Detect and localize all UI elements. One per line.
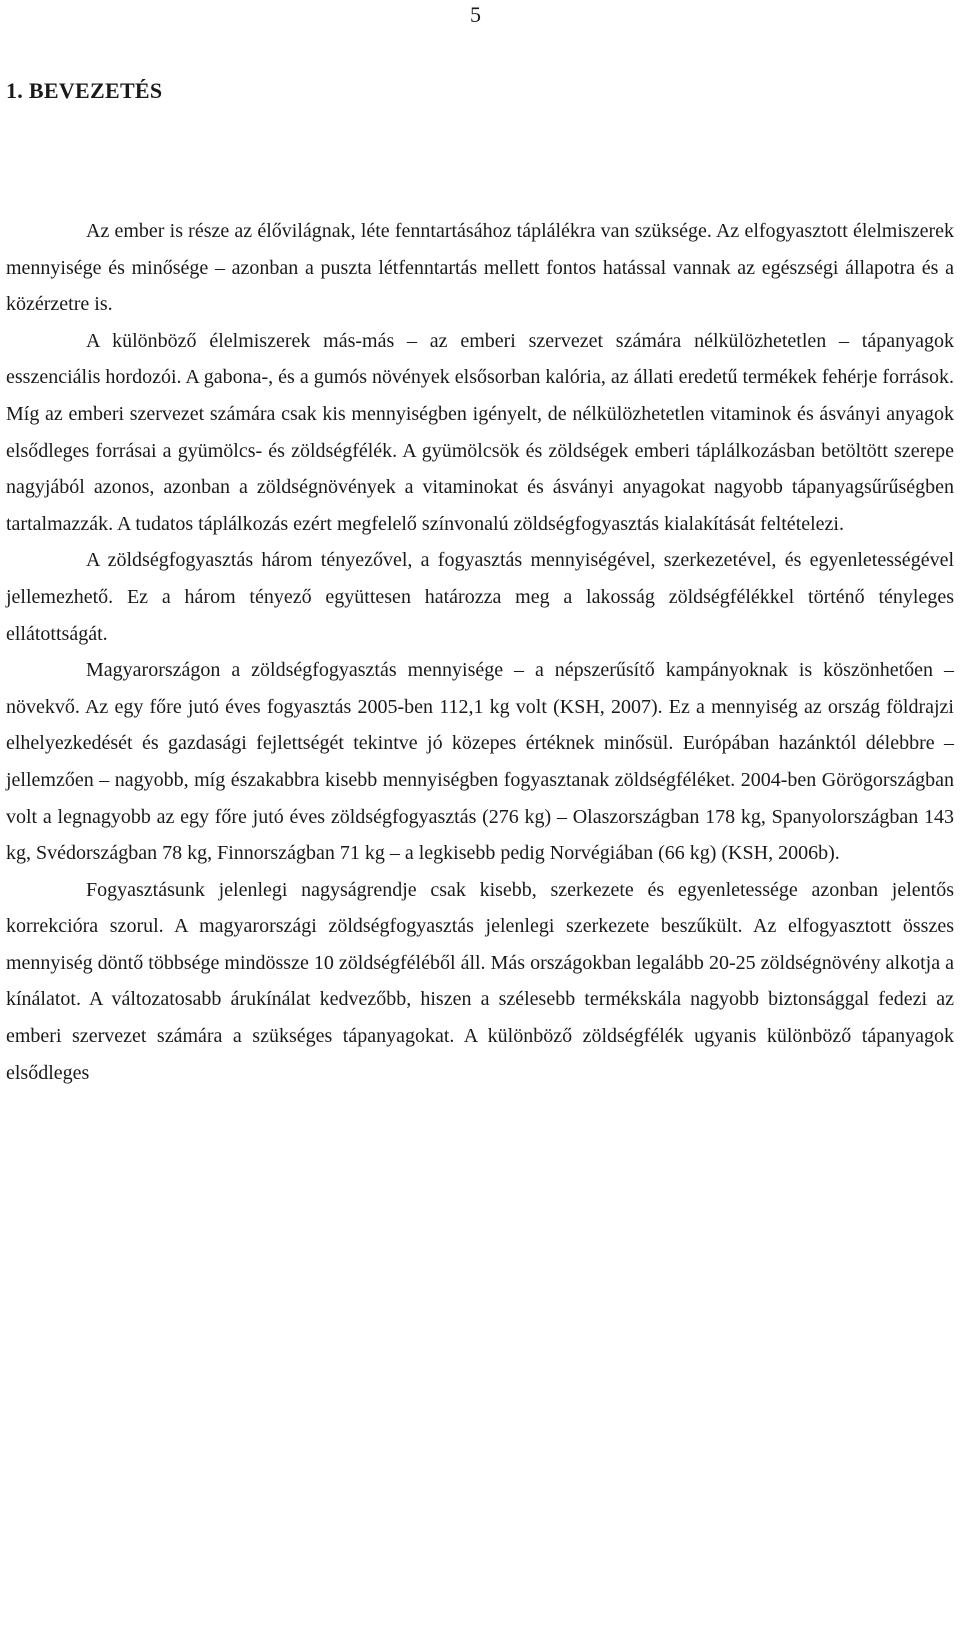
paragraph-hungary-consumption: Magyarországon a zöldségfogyasztás mennyisége – a népszerűsítő kampányoknak is köszönhetően – növekvő. Az egy főre jutó éves fogyasztás 2005-ben 112,1 kg volt (KSH, 2007). Ez a mennyiség az ország földrajzi elhelyezkedését és gazdasági fejlettségét tekintve jó közepes értéknek minősül. Európában hazánktól délebbre – jellemzően – nagyobb, míg északabbra kisebb mennyiségben fogyasztanak zöldségféléket. 2004-ben Görögországban volt a legnagyobb az egy főre jutó éves zöldségfogyasztás (276 kg) – Olaszországban 178 kg, Spanyolországban 143 kg, Svédországban 78 kg, Finnországban 71 kg – a legkisebb pedig Norvégiában (66 kg) (KSH, 2006b).	[6, 659, 954, 865]
paragraph-intro: Az ember is része az élővilágnak, léte fenntartásához táplálékra van szüksége. Az elfogyasztott élelmiszerek mennyisége és minősége – azonban a puszta létfenntartás mellett fontos hatással vannak az egészségi állapotra és a közérzetre is.	[6, 220, 954, 316]
paragraph-consumption-structure: Fogyasztásunk jelenlegi nagyságrendje csak kisebb, szerkezete és egyenletessége azonban jelentős korrekcióra szorul. A magyarországi zöldségfogyasztás jelenlegi szerkezete beszűkült. Az elfogyasztott összes mennyiség döntő többsége mindössze 10 zöldségféléből áll. Más országokban legalább 20-25 zöldségnövény alkotja a kínálatot. A változatosabb árukínálat kedvezőbb, hiszen a szélesebb termékskála nagyobb biztonsággal fedezi az emberi szervezet számára a szükséges tápanyagokat. A különböző zöldségfélék ugyanis különböző tápanyagok elsődleges	[6, 878, 954, 1084]
chapter-heading: 1. BEVEZETÉS	[6, 78, 163, 103]
page-number: 5	[470, 2, 481, 27]
paragraph-consumption-factors: A zöldségfogyasztás három tényezővel, a fogyasztás mennyiségével, szerkezetével, és egyenletességével jellemezhető. Ez a három tényező együttesen határozza meg a lakosság zöldségfélékkel történő tényleges ellátottságát.	[6, 549, 954, 645]
chapter-body	[6, 213, 954, 1091]
paragraph-nutrients: A különböző élelmiszerek más-más – az emberi szervezet számára nélkülözhetetlen – tápanyagok esszenciális hordozói. A gabona-, és a gumós növények elsősorban kalória, az állati eredetű termékek fehérje források. Míg az emberi szervezet számára csak kis mennyiségben igényelt, de nélkülözhetetlen vitaminok és ásványi anyagok elsődleges forrásai a gyümölcs- és zöldségfélék. A gyümölcsök és zöldségek emberi táplálkozásban betöltött szerepe nagyjából azonos, azonban a zöldségnövények a vitaminokat és ásványi anyagokat nagyobb tápanyagsűrűségben tartalmazzák. A tudatos táplálkozás ezért megfelelő színvonalú zöldségfogyasztás kialakítását feltételezi.	[6, 329, 954, 535]
